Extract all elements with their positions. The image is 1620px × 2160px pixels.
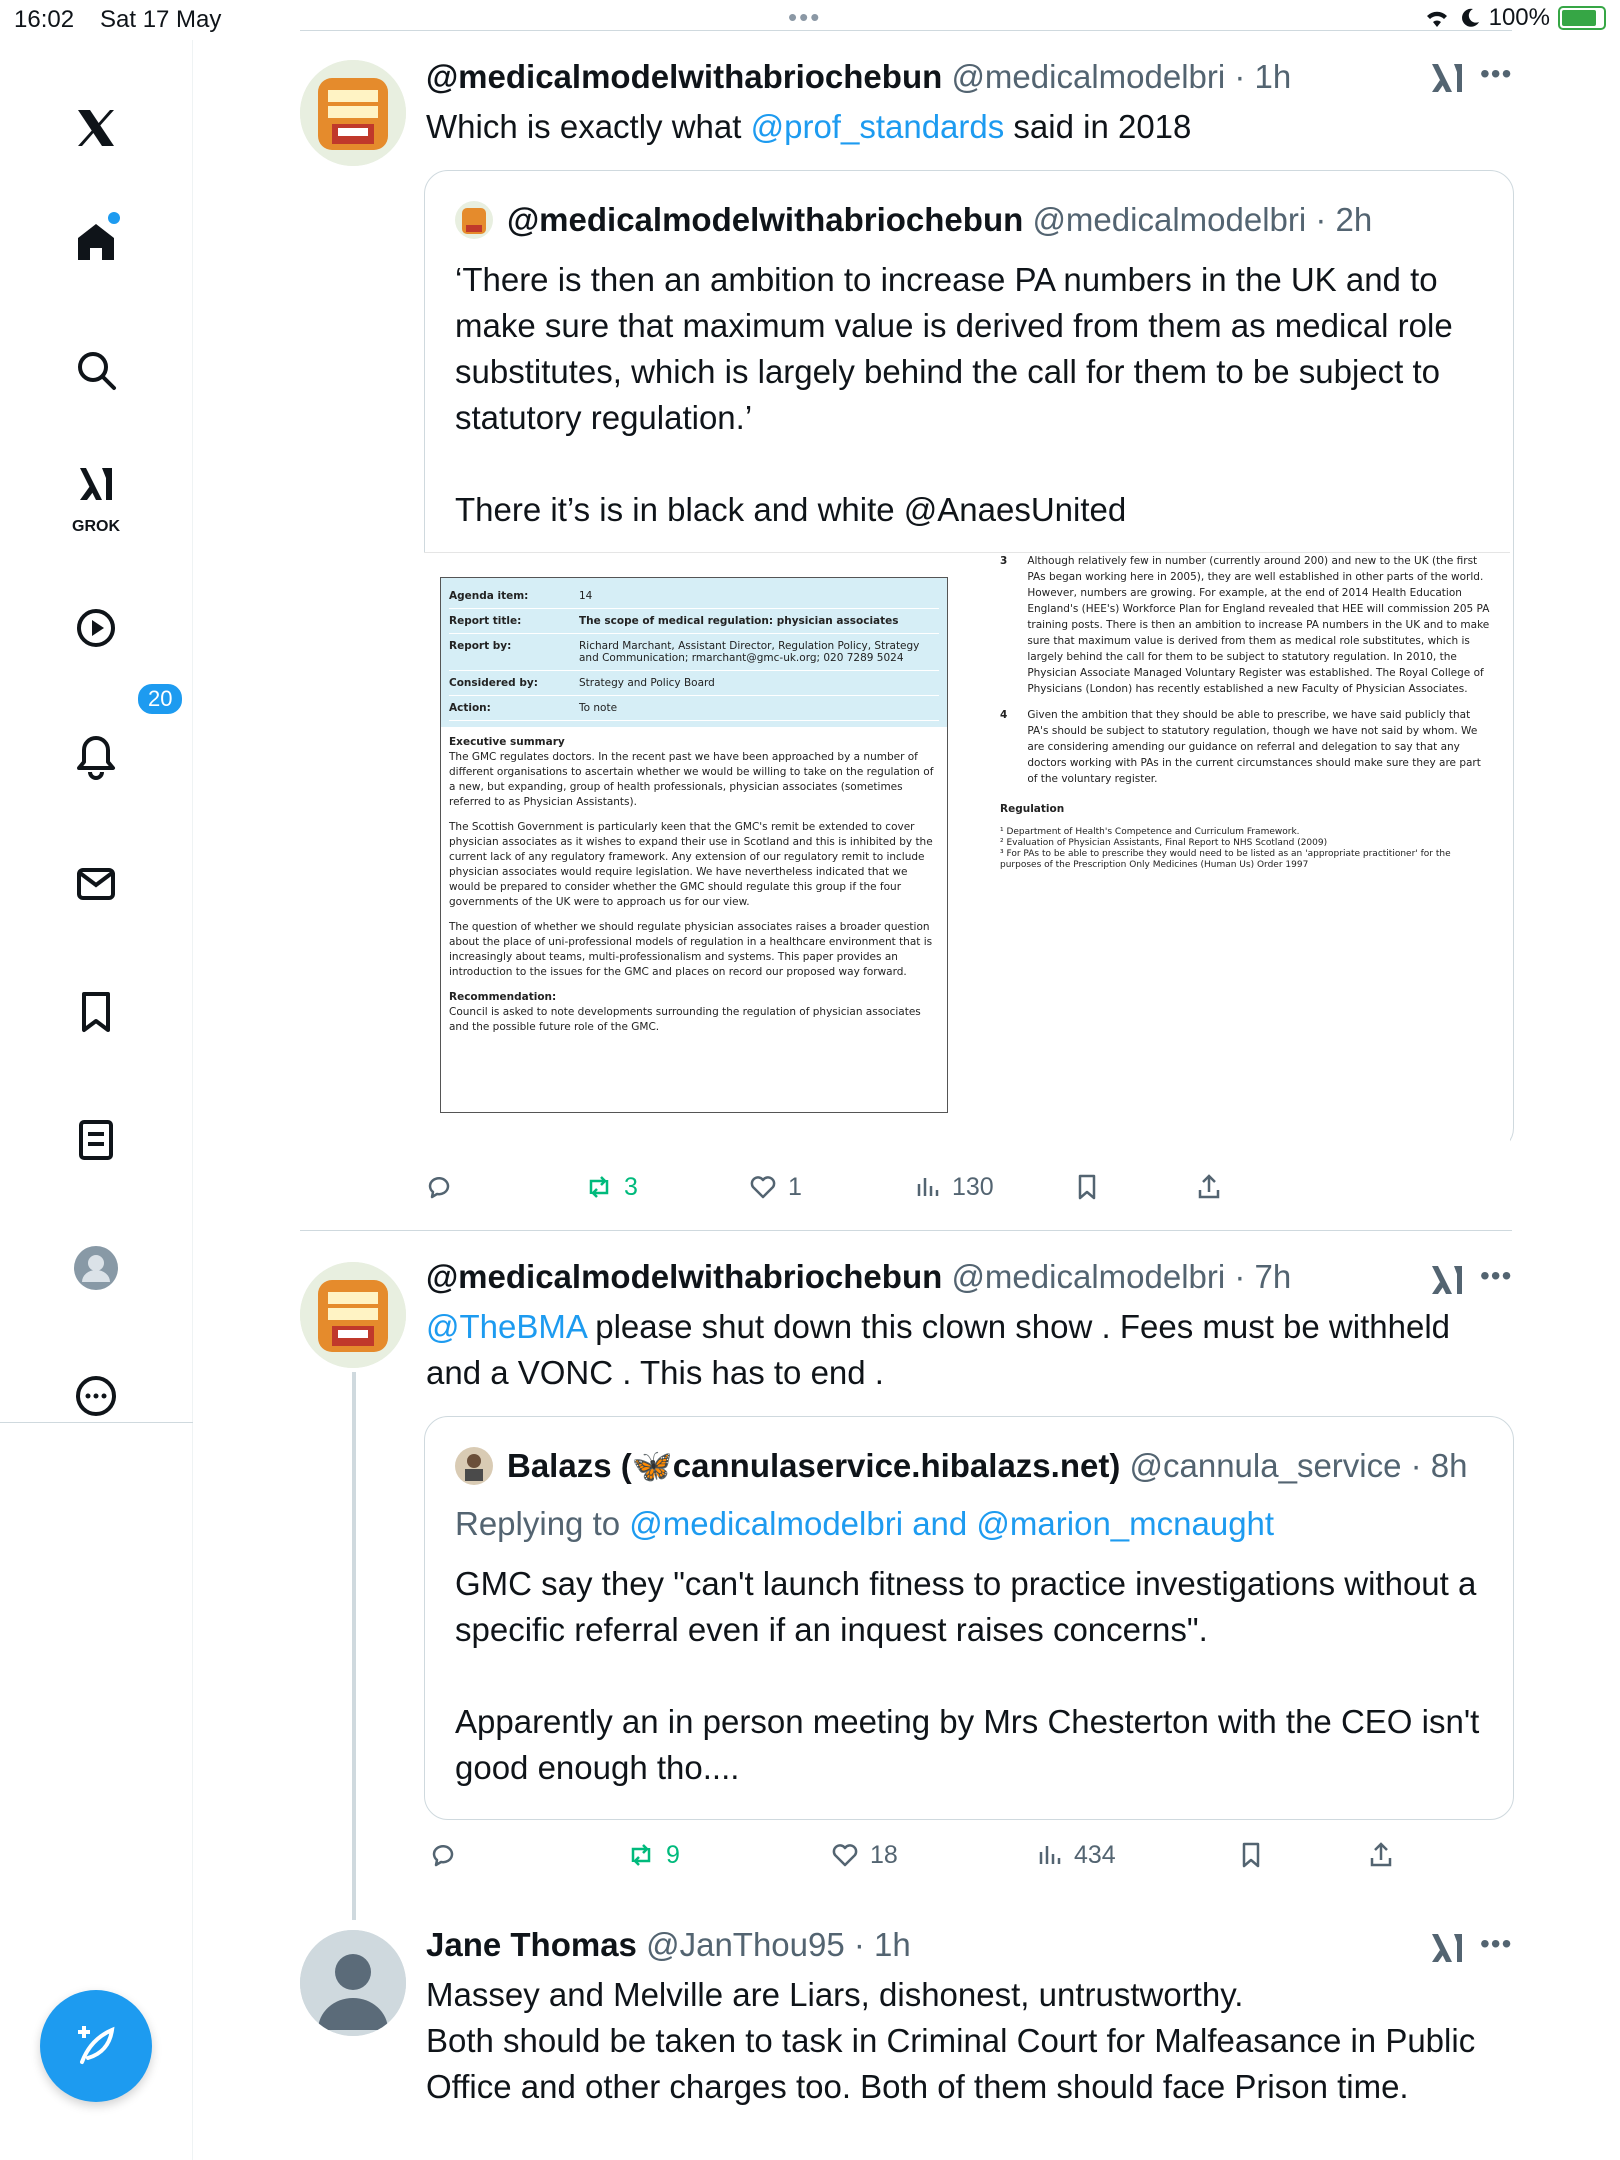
- footnote: ³ For PAs to be able to prescribe they would need to be listed as an 'appropriate practitioner' for the purposes of the Prescription Only Medicines (Human Us) Order 1997: [1000, 849, 1451, 870]
- home-icon[interactable]: [60, 206, 132, 278]
- handle-time[interactable]: @medicalmodelbri · 7h: [951, 1258, 1292, 1295]
- avatar[interactable]: [300, 60, 406, 166]
- paragraph-number: 4: [1000, 709, 1008, 721]
- handle-time[interactable]: @medicalmodelbri · 1h: [951, 58, 1292, 95]
- document-value: 14: [579, 590, 593, 602]
- compose-feather-icon: [68, 2018, 124, 2074]
- search-icon[interactable]: [60, 334, 132, 406]
- quoted-avatar: [455, 201, 493, 239]
- recommendation-title: Recommendation:: [449, 991, 557, 1003]
- quoted-text-2: There it’s is in black and white @AnaesUnited: [455, 491, 1127, 528]
- x-logo-icon[interactable]: [60, 92, 132, 164]
- quoted-post[interactable]: [424, 1416, 1514, 1820]
- home-unread-dot: [108, 212, 120, 224]
- like-button[interactable]: [830, 1840, 898, 1870]
- document-row: [449, 609, 939, 634]
- document-paragraph: [1000, 553, 1490, 697]
- profile-icon[interactable]: [60, 1232, 132, 1304]
- bookmark-button[interactable]: [1236, 1840, 1266, 1870]
- post-header: [426, 1258, 1291, 1296]
- paragraph-number: 3: [1000, 555, 1008, 567]
- status-right: [1423, 4, 1606, 32]
- post-divider: [300, 1230, 1512, 1231]
- document-key: Agenda item:: [449, 590, 529, 602]
- document-right-page: [1000, 553, 1490, 871]
- grok-explain-icon[interactable]: [1428, 1928, 1468, 1968]
- reply-button[interactable]: [424, 1172, 464, 1202]
- exec-p3: The question of whether we should regulate physician associates raises a broader question about the place of uni-professional models of regulation in a healthcare environment that is increasingly about teams, multi-professionalism and systems. This paper provides an introduction to the issues for the GMC and places on record our proposed way forward.: [449, 921, 933, 978]
- replying-link[interactable]: @medicalmodelbri and @marion_mcnaught: [629, 1505, 1275, 1542]
- video-icon[interactable]: [60, 592, 132, 664]
- battery-percent: 100%: [1488, 4, 1550, 31]
- document-body: [441, 727, 947, 1053]
- grok-explain-icon[interactable]: [1428, 58, 1468, 98]
- retweet-count: 3: [624, 1172, 638, 1201]
- post-text-part: please shut down this clown show . Fees must be withheld and a VONC . This has to end .: [426, 1308, 1451, 1391]
- share-icon: [1194, 1172, 1224, 1202]
- retweet-button[interactable]: [626, 1840, 680, 1870]
- battery-icon: [1558, 6, 1606, 30]
- grok-label: GROK: [72, 518, 120, 535]
- reply-icon: [424, 1172, 454, 1202]
- footnote: ¹ Department of Health's Competence and Curriculum Framework.: [1000, 827, 1300, 837]
- quoted-header: [507, 201, 1372, 239]
- multitask-dots[interactable]: •••: [788, 2, 822, 32]
- post-text: Massey and Melville are Liars, dishonest, untrustworthy. Both should be taken to task in Criminal Court for Malfeasance in Public Office and other charges too. Both of them should face Prison time.: [426, 1976, 1476, 2105]
- quoted-handle-time: @medicalmodelbri · 2h: [1032, 201, 1373, 238]
- avatar[interactable]: [300, 1262, 406, 1368]
- bookmark-icon: [1072, 1172, 1102, 1202]
- heart-icon: [830, 1840, 860, 1870]
- document-row: [449, 671, 939, 696]
- quoted-handle-time: @cannula_service · 8h: [1129, 1447, 1468, 1484]
- document-key: Report by:: [449, 640, 512, 652]
- post-more-icon[interactable]: •••: [1480, 1928, 1513, 1959]
- views-button[interactable]: [912, 1172, 994, 1202]
- handle-time[interactable]: @JanThou95 · 1h: [646, 1926, 911, 1963]
- thread-connector-line: [352, 1372, 356, 1920]
- replying-to: [455, 1505, 1274, 1543]
- sidebar-divider: [0, 1422, 193, 1423]
- post-more-icon[interactable]: •••: [1480, 1260, 1513, 1291]
- quoted-header: [507, 1447, 1468, 1486]
- bookmark-button[interactable]: [1072, 1172, 1102, 1202]
- document-paragraph: [1000, 707, 1490, 787]
- quoted-display-name: Balazs (🦋cannulaservice.hibalazs.net): [507, 1447, 1121, 1484]
- retweet-icon: [626, 1840, 656, 1870]
- grok-icon[interactable]: [60, 448, 132, 520]
- like-count: 18: [870, 1840, 898, 1869]
- document-key: Considered by:: [449, 677, 538, 689]
- document-left-page: [440, 577, 948, 1113]
- paragraph-text: Although relatively few in number (currently around 200) and new to the UK (the first PAs began working here in 2005), they are well established in other parts of the world. However, numbers are growing. For example, at the end of 2014 Health Education England's (HEE's) Workforce Plan for England revealed that HEE will commission 205 PA training posts. There is then an ambition to increase PA numbers in the UK and to make sure that maximum value is derived from them as medical role substitutes, which is largely behind the call for them to be subject to statutory regulation. In 2010, the Physician Associate Managed Voluntary Register was established. The Royal College of Physicians (London) has recently established a new Faculty of Physician Associates.: [1027, 555, 1490, 695]
- quoted-text-1: GMC say they "can't launch fitness to practice investigations without a specific referral even if an inquest raises concerns".: [455, 1565, 1477, 1648]
- paragraph-text: Given the ambition that they should be able to prescribe, we have said publicly that PA's should be subject to statutory regulation, though we have not said by whom. We are considering amending our guidance on referral and delegation to say that any doctors working with PAs in the current circumstances should make sure they are part of the voluntary register.: [1027, 709, 1481, 785]
- document-key: Action:: [449, 702, 491, 714]
- share-button[interactable]: [1194, 1172, 1224, 1202]
- heart-icon: [748, 1172, 778, 1202]
- quoted-display-name: @medicalmodelwithabriochebun: [507, 201, 1024, 238]
- document-row: [449, 696, 939, 721]
- document-value: The scope of medical regulation: physician associates: [579, 615, 899, 627]
- post-text-part: Which is exactly what: [426, 108, 751, 145]
- document-table: [441, 578, 947, 727]
- document-value: To note: [579, 702, 618, 714]
- quoted-avatar: [455, 1447, 493, 1485]
- document-key: Report title:: [449, 615, 522, 627]
- reply-button[interactable]: [428, 1840, 468, 1870]
- document-value: Richard Marchant, Assistant Director, Regulation Policy, Strategy and Communication; rmarchant@gmc-uk.org; 020 7289 5024: [579, 640, 920, 664]
- quoted-text-1: ‘There is then an ambition to increase PA numbers in the UK and to make sure that maximum value is derived from them as medical role substitutes, which is largely behind the call for them to be subject to statutory regulation.’: [455, 261, 1453, 436]
- replying-prefix: Replying to: [455, 1505, 630, 1542]
- footnote: ² Evaluation of Physician Assistants, Final Report to NHS Scotland (2009): [1000, 838, 1328, 848]
- document-row: [449, 634, 939, 671]
- quoted-text-2: Apparently an in person meeting by Mrs Chesterton with the CEO isn't good enough tho....: [455, 1703, 1480, 1786]
- post-header: [426, 1926, 911, 1964]
- recommendation-text: Council is asked to note developments surrounding the regulation of physician associates and the possible future role of the GMC.: [449, 1006, 921, 1033]
- grok-explain-icon[interactable]: [1428, 1260, 1468, 1300]
- messages-icon[interactable]: [60, 848, 132, 920]
- bookmark-icon: [1236, 1840, 1266, 1870]
- document-row: [449, 584, 939, 609]
- retweet-button[interactable]: [584, 1172, 638, 1202]
- display-name[interactable]: @medicalmodelwithabriochebun: [426, 58, 943, 95]
- reply-icon: [428, 1840, 458, 1870]
- views-count: 434: [1074, 1840, 1116, 1869]
- quoted-document-image[interactable]: [424, 552, 1510, 1152]
- post-text: [426, 1304, 1512, 1396]
- exec-summary-title: Executive summary: [449, 736, 565, 748]
- post-text: [426, 104, 1512, 150]
- notifications-icon[interactable]: [60, 720, 132, 792]
- regulation-heading: Regulation: [1000, 803, 1065, 815]
- exec-p2: The Scottish Government is particularly keen that the GMC's remit be extended to cover physician associates as it wishes to expand their use in Scotland and this is inhibited by the current lack of any regulatory framework. Any extension of our regulatory remit to include physician associates would require legislation. We have nevertheless indicated that we would be prepared to consider whether the GMC should regulate this group if the four governments of the UK were to approach us for our view.: [449, 821, 933, 908]
- views-count: 130: [952, 1172, 994, 1201]
- bookmarks-icon[interactable]: [60, 976, 132, 1048]
- views-chart-icon: [912, 1172, 942, 1202]
- avatar[interactable]: [300, 1930, 406, 2036]
- compose-button[interactable]: [40, 1990, 152, 2102]
- status-bar: [0, 0, 1620, 40]
- mention-link[interactable]: @TheBMA: [426, 1308, 587, 1345]
- sidebar: [0, 40, 193, 2160]
- lists-icon[interactable]: [60, 1104, 132, 1176]
- status-date: Sat 17 May: [100, 6, 222, 33]
- post-more-icon[interactable]: •••: [1480, 58, 1513, 89]
- display-name[interactable]: Jane Thomas: [426, 1926, 637, 1963]
- display-name[interactable]: @medicalmodelwithabriochebun: [426, 1258, 943, 1295]
- moon-icon: [1459, 7, 1481, 29]
- mention-link[interactable]: @prof_standards: [750, 108, 1005, 145]
- share-icon: [1366, 1840, 1396, 1870]
- share-button[interactable]: [1366, 1840, 1396, 1870]
- retweet-count: 9: [666, 1840, 680, 1869]
- views-chart-icon: [1034, 1840, 1064, 1870]
- notifications-badge: 20: [136, 682, 184, 716]
- feed-top-divider: [300, 30, 1512, 31]
- wifi-icon: [1423, 7, 1451, 29]
- status-time: 16:02: [14, 6, 75, 33]
- retweet-icon: [584, 1172, 614, 1202]
- post-header: [426, 58, 1291, 96]
- views-button[interactable]: [1034, 1840, 1116, 1870]
- document-value: Strategy and Policy Board: [579, 677, 715, 689]
- post-text-part: said in 2018: [1004, 108, 1192, 145]
- exec-p1: The GMC regulates doctors. In the recent past we have been approached by a number of different organisations to ascertain whether we would be willing to take on the regulation of a new, but expanding, group of health professionals, physician associates (sometimes referred to as Physician Assistants).: [449, 751, 934, 808]
- like-button[interactable]: [748, 1172, 802, 1202]
- like-count: 1: [788, 1172, 802, 1201]
